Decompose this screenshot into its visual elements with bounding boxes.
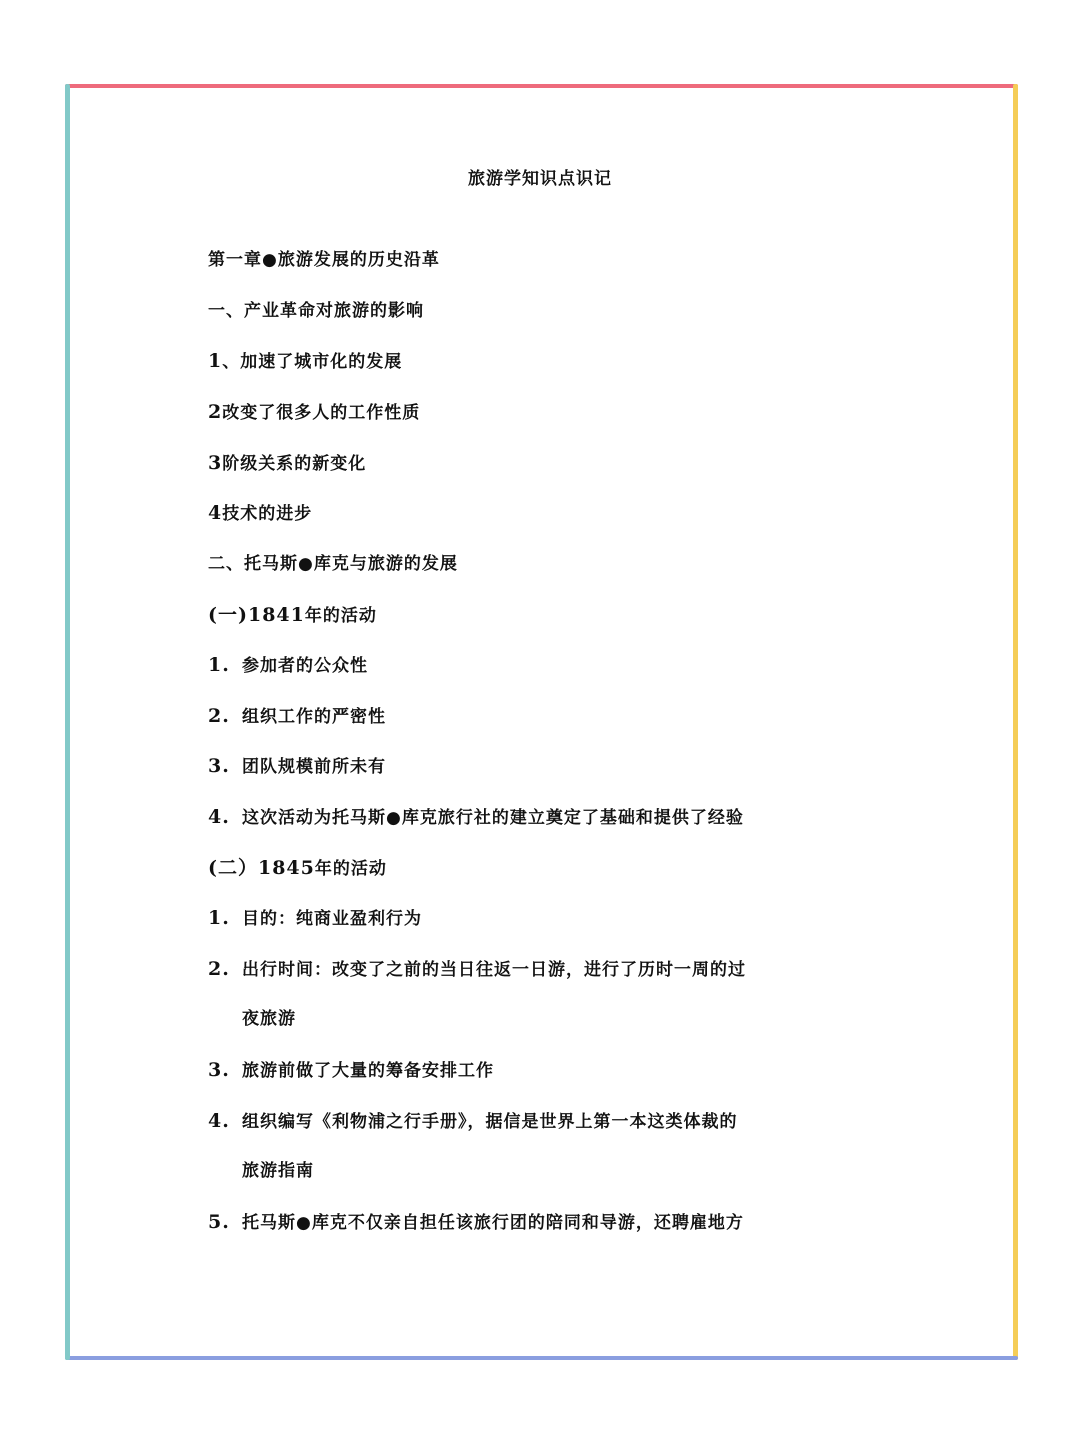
line-text: 改变了很多人的工作性质 (222, 403, 421, 423)
document-title: 旅游学知识点识记 (468, 169, 612, 189)
line-text: 参加者的公众性 (242, 656, 368, 676)
frame-border-right (1013, 84, 1018, 1360)
line-text: 组织工作的严密性 (242, 707, 386, 727)
line-text: 夜旅游 (242, 1009, 296, 1029)
list-item (208, 802, 888, 832)
list-item (208, 650, 888, 680)
section-heading (208, 549, 888, 579)
list-item (208, 1207, 888, 1237)
list-item-continuation (242, 1004, 922, 1034)
line-text: 、加速了城市化的发展 (222, 352, 403, 372)
subsection-number: (一)1841 (208, 604, 305, 626)
line-text: 组织编写《利物浦之行手册》，据信是世界上第一本这类体裁的 (242, 1112, 738, 1132)
subsection-heading (208, 853, 888, 883)
line-text: 旅游指南 (242, 1161, 314, 1181)
item-number: 4 (208, 502, 223, 524)
line-text: 托马斯●库克不仅亲自担任该旅行团的陪同和导游，还聘雇地方 (242, 1213, 744, 1233)
line-text: 年的活动 (314, 859, 387, 879)
item-number: 3. (208, 755, 230, 777)
frame-border-top (65, 84, 1018, 88)
list-item (208, 397, 888, 427)
line-text: 目的：纯商业盈利行为 (242, 909, 422, 929)
item-number: 2. (208, 705, 230, 727)
item-number: 5. (208, 1211, 230, 1233)
item-number: 3 (208, 452, 223, 474)
line-text: 阶级关系的新变化 (222, 454, 367, 474)
list-item (208, 1106, 888, 1136)
list-item (208, 498, 888, 528)
line-text: 技术的进步 (222, 504, 313, 524)
list-item (208, 346, 888, 376)
item-number: 1 (208, 350, 223, 372)
line-text: 团队规模前所未有 (242, 757, 386, 777)
line-text: 第一章●旅游发展的历史沿革 (208, 250, 440, 270)
line-text: 年的活动 (304, 606, 377, 626)
line-text: 这次活动为托马斯●库克旅行社的建立奠定了基础和提供了经验 (242, 808, 744, 828)
list-item (208, 701, 888, 731)
subsection-number: (二）1845 (208, 857, 315, 879)
item-number: 1. (208, 907, 230, 929)
line-text: 出行时间：改变了之前的当日往返一日游，进行了历时一周的过 (242, 960, 746, 980)
item-number: 2. (208, 958, 230, 980)
list-item (208, 1055, 888, 1085)
list-item (208, 751, 888, 781)
line-text: 一、产业革命对旅游的影响 (208, 301, 424, 321)
chapter-heading (208, 245, 888, 275)
frame-border-left (65, 84, 70, 1360)
item-number: 4. (208, 806, 230, 828)
line-text: 旅游前做了大量的筹备安排工作 (242, 1061, 494, 1081)
list-item (208, 903, 888, 933)
item-number: 4. (208, 1110, 230, 1132)
item-number: 3. (208, 1059, 230, 1081)
item-number: 1. (208, 654, 230, 676)
section-heading (208, 296, 888, 326)
line-text: 二、托马斯●库克与旅游的发展 (208, 554, 458, 574)
frame-border-bottom (65, 1356, 1018, 1360)
item-number: 2 (208, 401, 223, 423)
list-item-continuation (242, 1156, 922, 1186)
list-item (208, 448, 888, 478)
list-item (208, 954, 888, 984)
subsection-heading (208, 600, 888, 630)
